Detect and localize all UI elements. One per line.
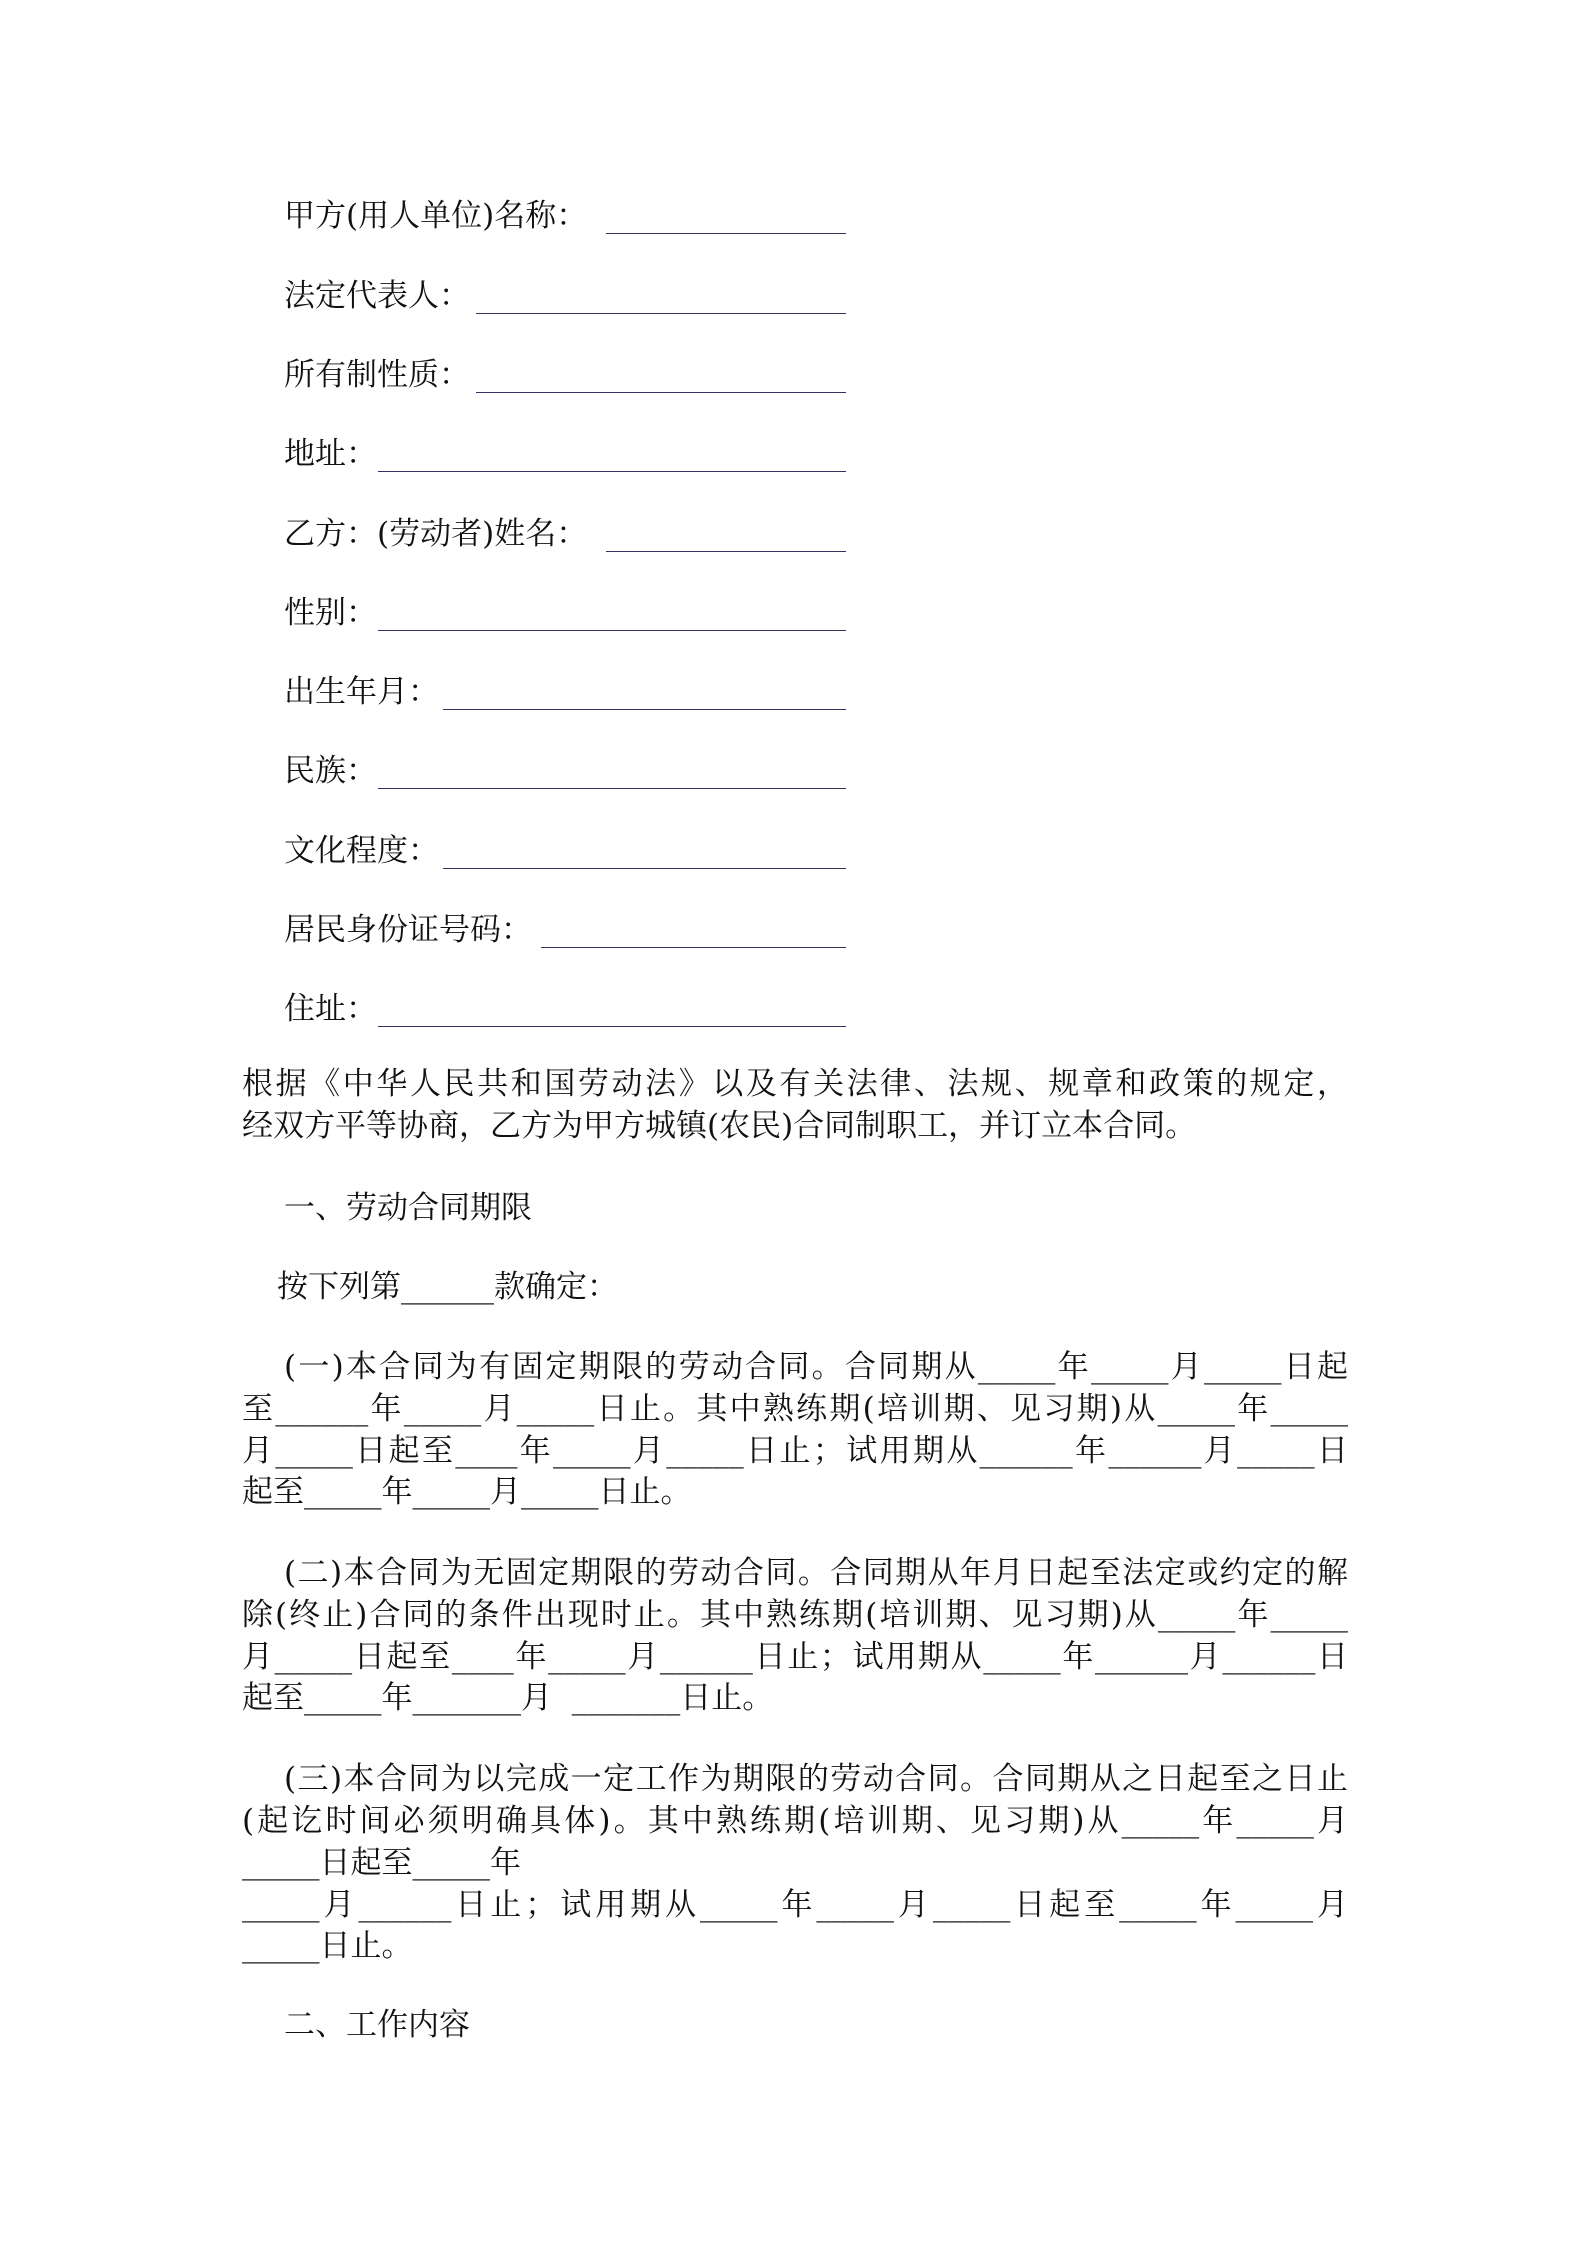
field-blank-line[interactable]: [443, 868, 846, 869]
clause-intro: 按下列第______款确定：: [277, 1269, 618, 1305]
form-field: [284, 591, 846, 635]
field-label: 甲方(用人单位)名称：: [284, 198, 588, 234]
field-blank-line[interactable]: [476, 313, 846, 314]
clause-line: (三)本合同为以完成一定工作为期限的劳动合同。合同期从之日起至之日止: [284, 1761, 1348, 1797]
field-label: 居民身份证号码：: [284, 912, 532, 948]
clause-line: _____月______日止；试用期从_____年_____月_____日起至_____年_____月: [242, 1887, 1348, 1923]
field-label: 住址：: [284, 991, 377, 1027]
clause-line: (二)本合同为无固定期限的劳动合同。合同期从年月日起至法定或约定的解: [284, 1555, 1348, 1591]
field-blank-line[interactable]: [443, 709, 846, 710]
form-field: [284, 353, 846, 397]
form-field: [284, 432, 846, 476]
field-blank-line[interactable]: [606, 233, 846, 234]
section-heading: 一、劳动合同期限: [284, 1190, 532, 1226]
form-field: [284, 908, 846, 952]
form-field: [284, 670, 846, 714]
preamble-line: 根据《中华人民共和国劳动法》以及有关法律、法规、规章和政策的规定，: [242, 1066, 1348, 1102]
form-field: [284, 512, 846, 556]
field-label: 民族：: [284, 753, 377, 789]
clause-line: 至______年_____月_____日止。其中熟练期(培训期、见习期)从_____年_____: [242, 1391, 1348, 1427]
field-label: 出生年月：: [284, 674, 439, 710]
form-field: [284, 749, 846, 793]
field-blank-line[interactable]: [378, 1026, 846, 1027]
clause-line: 除(终止)合同的条件出现时止。其中熟练期(培训期、见习期)从_____年_____: [242, 1597, 1348, 1633]
form-field: [284, 194, 846, 238]
form-field: [284, 274, 846, 318]
field-blank-line[interactable]: [606, 551, 846, 552]
form-field: [284, 829, 846, 873]
clause-line: 月_____日起至____年_____月______日止；试用期从_____年______月______日: [242, 1639, 1348, 1675]
clause-line: (一)本合同为有固定期限的劳动合同。合同期从_____年_____月_____日起: [284, 1349, 1348, 1385]
clause-line: (起讫时间必须明确具体)。其中熟练期(培训期、见习期)从_____年_____月: [242, 1803, 1348, 1839]
field-label: 所有制性质：: [284, 357, 470, 393]
field-blank-line[interactable]: [476, 392, 846, 393]
section-heading: 二、工作内容: [284, 2007, 470, 2043]
clause-line: _____日起至_____年: [242, 1845, 521, 1881]
clause-line: 起至_____年_____月_____日止。: [242, 1474, 692, 1510]
field-blank-line[interactable]: [378, 630, 846, 631]
field-label: 法定代表人：: [284, 278, 470, 314]
preamble-line: 经双方平等协商，乙方为甲方城镇(农民)合同制职工，并订立本合同。: [242, 1108, 1197, 1144]
clause-line: 起至_____年_______月 _______日止。: [242, 1680, 774, 1716]
field-blank-line[interactable]: [541, 947, 846, 948]
field-label: 地址：: [284, 436, 377, 472]
field-blank-line[interactable]: [378, 471, 846, 472]
field-label: 文化程度：: [284, 833, 439, 869]
clause-line: 月_____日起至____年_____月_____日止；试用期从______年______月_____日: [242, 1433, 1348, 1469]
field-blank-line[interactable]: [378, 788, 846, 789]
field-label: 乙方：(劳动者)姓名：: [284, 516, 588, 552]
field-label: 性别：: [284, 595, 377, 631]
clause-line: _____日止。: [242, 1928, 413, 1964]
form-field: [284, 987, 846, 1031]
